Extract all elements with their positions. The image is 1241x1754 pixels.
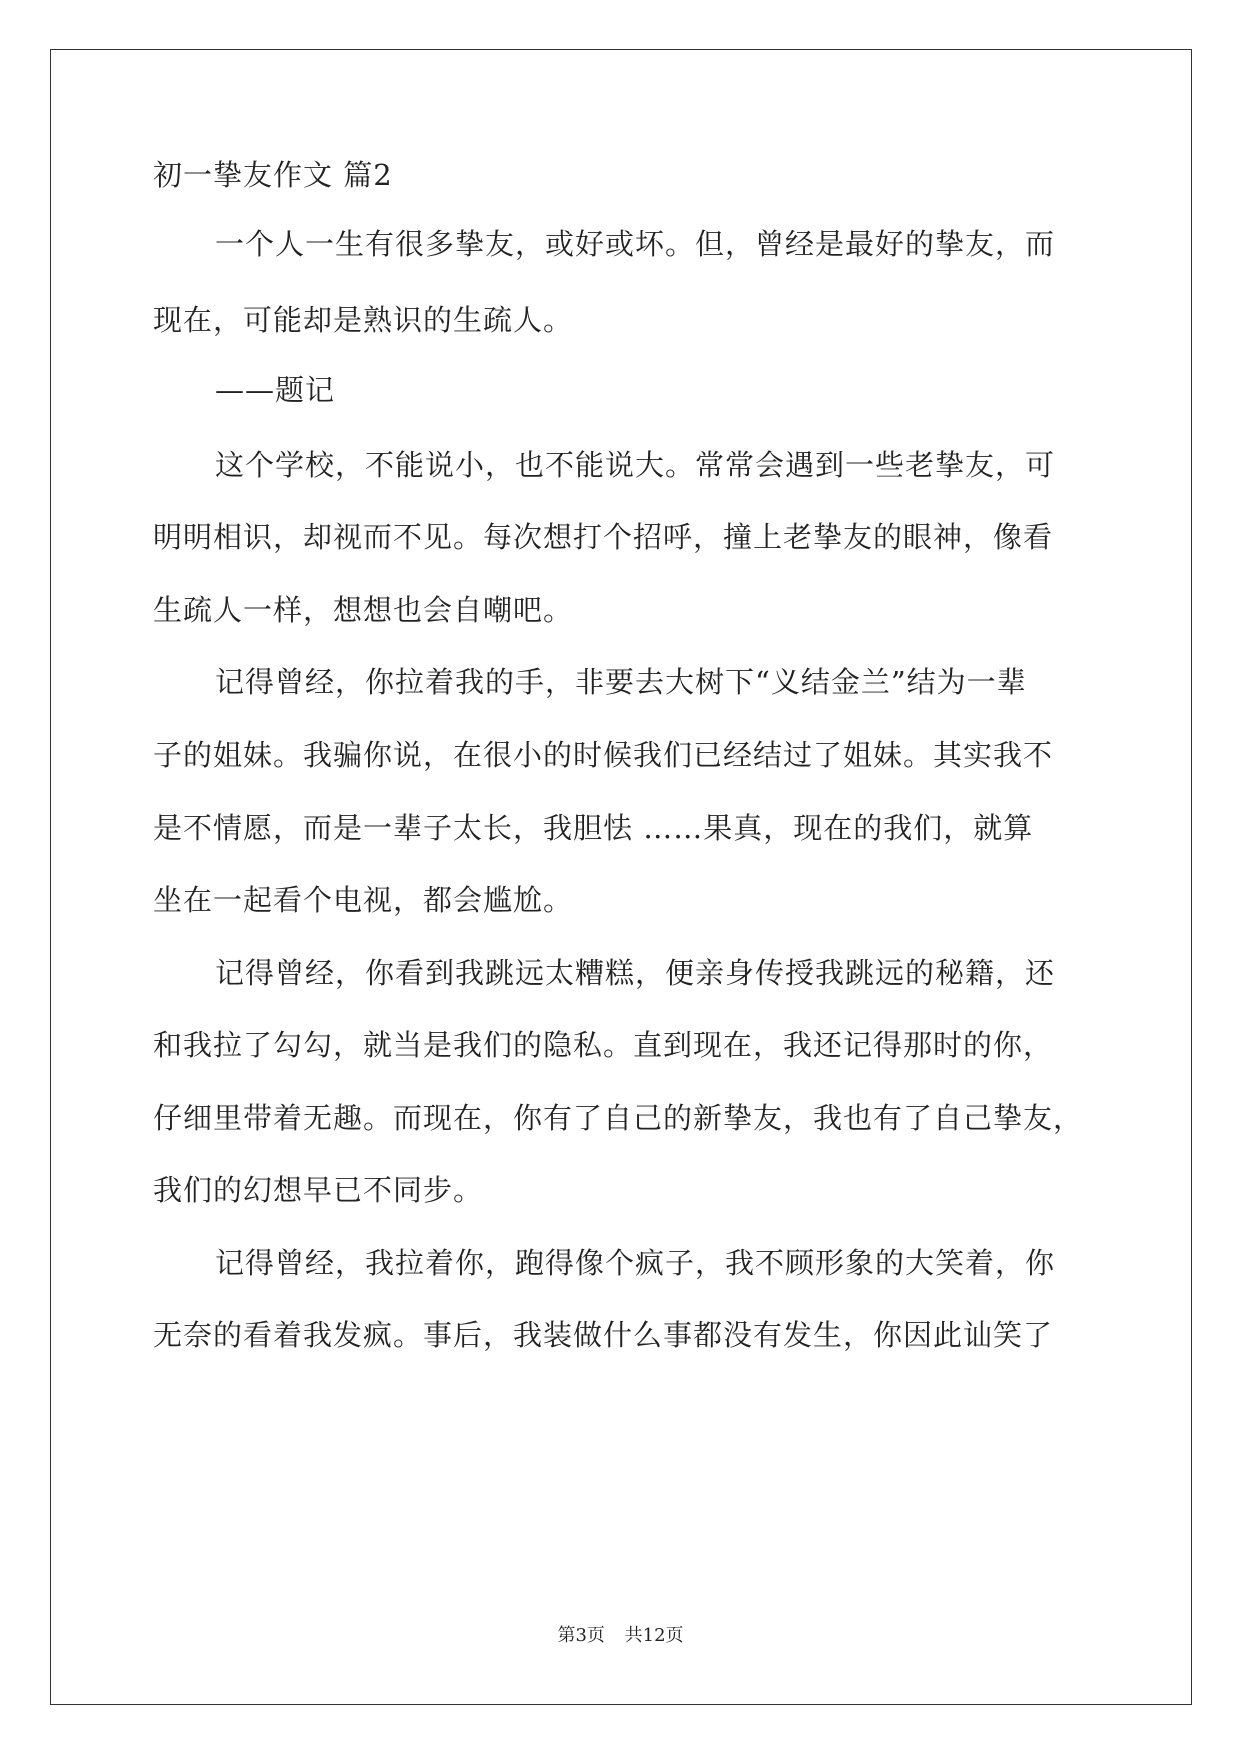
- paragraph-line: 这个学校，不能说小，也不能说大。常常会遇到一些老挚友，可: [215, 448, 1056, 482]
- page-border: [50, 49, 1192, 1705]
- paragraph-line: 现在，可能却是熟识的生疏人。: [153, 303, 574, 337]
- paragraph-line: 记得曾经，你拉着我的手，非要去大树下“义结金兰”结为一辈: [215, 665, 1027, 699]
- paragraph-line: 我们的幻想早已不同步。: [153, 1173, 484, 1207]
- page-number-current: 第3页: [557, 1625, 605, 1646]
- paragraph-line: 是不情愿，而是一辈子太长，我胆怯 ……果真，现在的我们，就算: [153, 811, 1034, 845]
- paragraph-line: 仔细里带着无趣。而现在，你有了自己的新挚友，我也有了自己挚友，: [153, 1101, 1084, 1135]
- paragraph-line: 记得曾经，我拉着你，跑得像个疯子，我不顾形象的大笑着，你: [215, 1246, 1056, 1280]
- paragraph-line: 和我拉了勾勾，就当是我们的隐私。直到现在，我还记得那时的你，: [153, 1028, 1054, 1062]
- paragraph-line: 记得曾经，你看到我跳远太糟糕，便亲身传授我跳远的秘籍，还: [215, 956, 1056, 990]
- paragraph-line: 生疏人一样，想想也会自嘲吧。: [153, 593, 574, 627]
- epigraph-attribution: ——题记: [215, 373, 336, 407]
- page-number-total: 共12页: [624, 1625, 684, 1646]
- paragraph-line: 子的姐妹。我骗你说，在很小的时候我们已经结过了姐妹。其实我不: [153, 738, 1054, 772]
- page-footer: [0, 1621, 1241, 1647]
- paragraph-line: 明明相识，却视而不见。每次想打个招呼，撞上老挚友的眼神，像看: [153, 520, 1054, 554]
- paragraph-line: 无奈的看着我发疯。事后，我装做什么事都没有发生，你因此讪笑了: [153, 1318, 1054, 1352]
- paragraph-line: 坐在一起看个电视，都会尴尬。: [153, 883, 574, 917]
- paragraph-line: 一个人一生有很多挚友，或好或坏。但，曾经是最好的挚友，而: [215, 227, 1056, 261]
- document-title: 初一挚友作文 篇2: [153, 158, 393, 192]
